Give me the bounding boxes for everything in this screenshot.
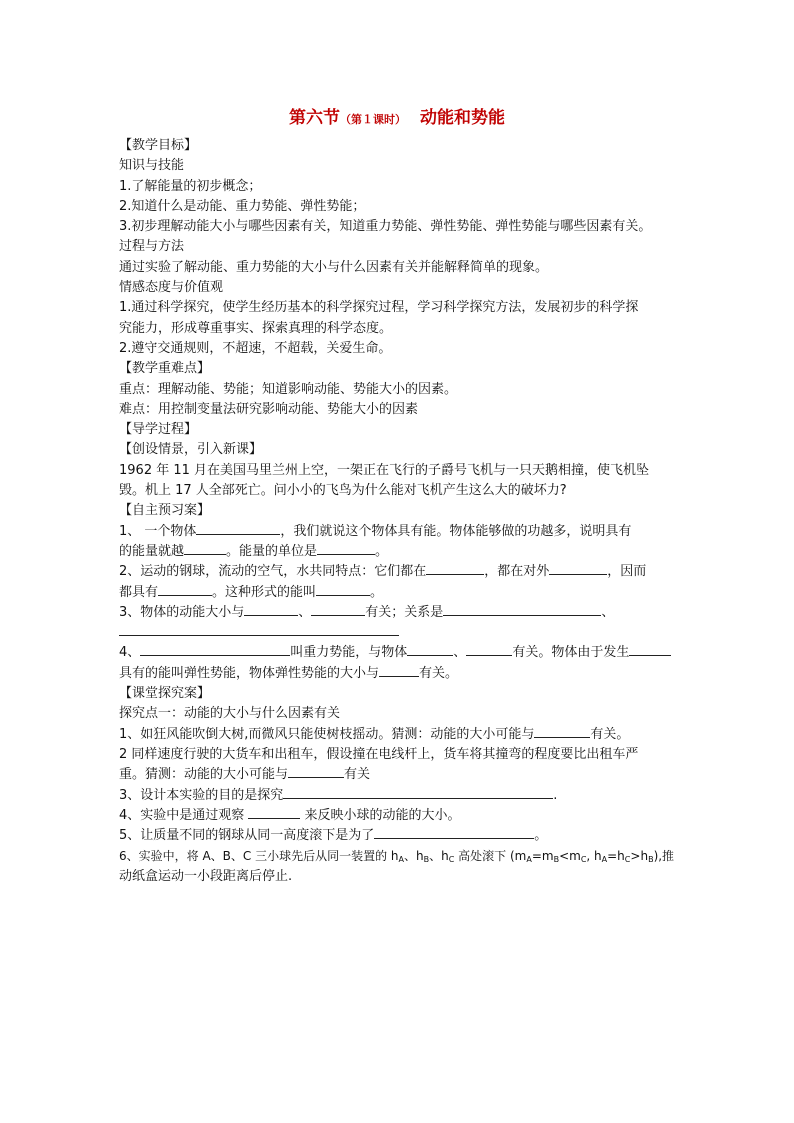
answer-blank[interactable]	[379, 664, 419, 677]
paragraph: 重点：理解动能、势能；知道影响动能、势能大小的因素。	[119, 381, 458, 397]
question: 动纸盒运动一小段距离后停止.	[119, 868, 293, 884]
paragraph: 2.遵守交通规则，不超速，不超载，关爱生命。	[119, 340, 392, 356]
goal-item: 3.初步理解动能大小与哪些因素有关，知道重力势能、弹性势能、弹性势能与哪些因素有关。	[119, 219, 652, 235]
answer-blank[interactable]	[316, 583, 370, 596]
paragraph: 1962 年 11 月在美国马里兰州上空，一架正在飞行的子爵号飞机与一只天鹅相撞，使飞机坠	[119, 462, 650, 478]
answer-blank[interactable]	[426, 562, 484, 575]
section-heading: 【创设情景，引入新课】	[119, 442, 263, 458]
section-heading: 【教学目标】	[119, 138, 198, 153]
question: 4、 叫重力势能，与物体 、 有关。物体由于发生	[119, 643, 679, 663]
answer-blank[interactable]	[466, 643, 512, 656]
answer-blank[interactable]	[196, 522, 280, 535]
answer-blank[interactable]	[140, 643, 290, 656]
answer-blank[interactable]	[549, 562, 607, 575]
answer-blank[interactable]	[443, 603, 601, 616]
question: 1、 一个物体 ，我们就说这个物体具有能。物体能够做的功越多，说明具有	[119, 523, 632, 539]
answer-blank[interactable]	[317, 542, 375, 555]
paragraph: 毁。机上 17 人全部死亡。问小小的飞鸟为什么能对飞机产生这么大的破坏力?	[119, 483, 567, 499]
answer-blank[interactable]	[311, 603, 365, 616]
goal-item: 1.了解能量的初步概念；	[119, 178, 262, 194]
subheading: 知识与技能	[119, 158, 185, 174]
answer-blank[interactable]	[534, 725, 590, 738]
paragraph: 通过实验了解动能、重力势能的大小与什么因素有关并能解释简单的现象。	[119, 259, 549, 275]
section-heading: 【自主预习案】	[119, 503, 211, 519]
goal-item: 2.知道什么是动能、重力势能、弹性势能；	[119, 198, 366, 214]
paragraph: 难点：用控制变量法研究影响动能、势能大小的因素	[119, 401, 419, 417]
title-lesson: （第１课时）	[340, 113, 406, 126]
answer-blank[interactable]	[158, 583, 212, 596]
question: 5、让质量不同的钢球从同一高度滚下是为了 。	[119, 828, 548, 844]
section-heading: 【教学重难点】	[119, 361, 211, 377]
question: 3、物体的动能大小与 、 有关；关系是 、	[119, 604, 615, 620]
paragraph: 1.通过科学探究，使学生经历基本的科学探究过程，学习科学探究方法，发展初步的科学探	[119, 300, 639, 316]
answer-blank[interactable]	[288, 765, 344, 778]
question: 2、运动的钢球，流动的空气，水共同特点：它们都在 ，都在对外 ，因而	[119, 564, 647, 580]
answer-blank[interactable]	[244, 603, 298, 616]
subheading: 探究点一：动能的大小与什么因素有关	[119, 706, 341, 722]
question: 1、如狂风能吹倒大树,而微风只能使树枝摇动。猜测：动能的大小可能与 有关。	[119, 726, 630, 742]
subheading: 情感态度与价值观	[119, 280, 224, 296]
section-heading: 【课堂探究案】	[119, 686, 211, 702]
paragraph: 究能力，形成尊重事实、探索真理的科学态度。	[119, 320, 393, 336]
answer-blank[interactable]	[629, 643, 671, 656]
question: 4、实验中是通过观察 来反映小球的动能的大小。	[119, 807, 461, 823]
answer-blank[interactable]	[407, 643, 453, 656]
question: 2 同样速度行驶的大货车和出租车，假设撞在电线杆上，货车将其撞弯的程度要比出租车严	[119, 746, 639, 762]
title-main: 第六节	[289, 108, 340, 128]
answer-blank[interactable]	[119, 623, 399, 636]
question: 的能量就越 。能量的单位是 。	[119, 543, 389, 559]
question	[119, 623, 679, 643]
question: 重。猜测：动能的大小可能与 有关	[119, 767, 371, 783]
page-title	[0, 105, 794, 133]
document-body	[119, 136, 679, 887]
answer-blank[interactable]	[283, 786, 553, 799]
question: 3、设计本实验的目的是探究 .	[119, 787, 558, 803]
section-heading: 【导学过程】	[119, 422, 198, 438]
answer-blank[interactable]	[184, 542, 226, 555]
answer-blank[interactable]	[248, 806, 300, 819]
title-topic: 动能和势能	[420, 108, 505, 128]
answer-blank[interactable]	[374, 826, 534, 839]
subheading: 过程与方法	[119, 239, 185, 255]
question: 都具有 。这种形式的能叫 。	[119, 584, 384, 600]
question: 具有的能叫弹性势能，物体弹性势能的大小与 有关。	[119, 665, 459, 681]
question: 6、实验中，将 A、B、C 三小球先后从同一装置的 $h_A$、$h_B$、$h_C$ 高处滚下 ($m_A=m_B<m_C$, $h_A=h_C>h_B$),推	[119, 849, 675, 865]
